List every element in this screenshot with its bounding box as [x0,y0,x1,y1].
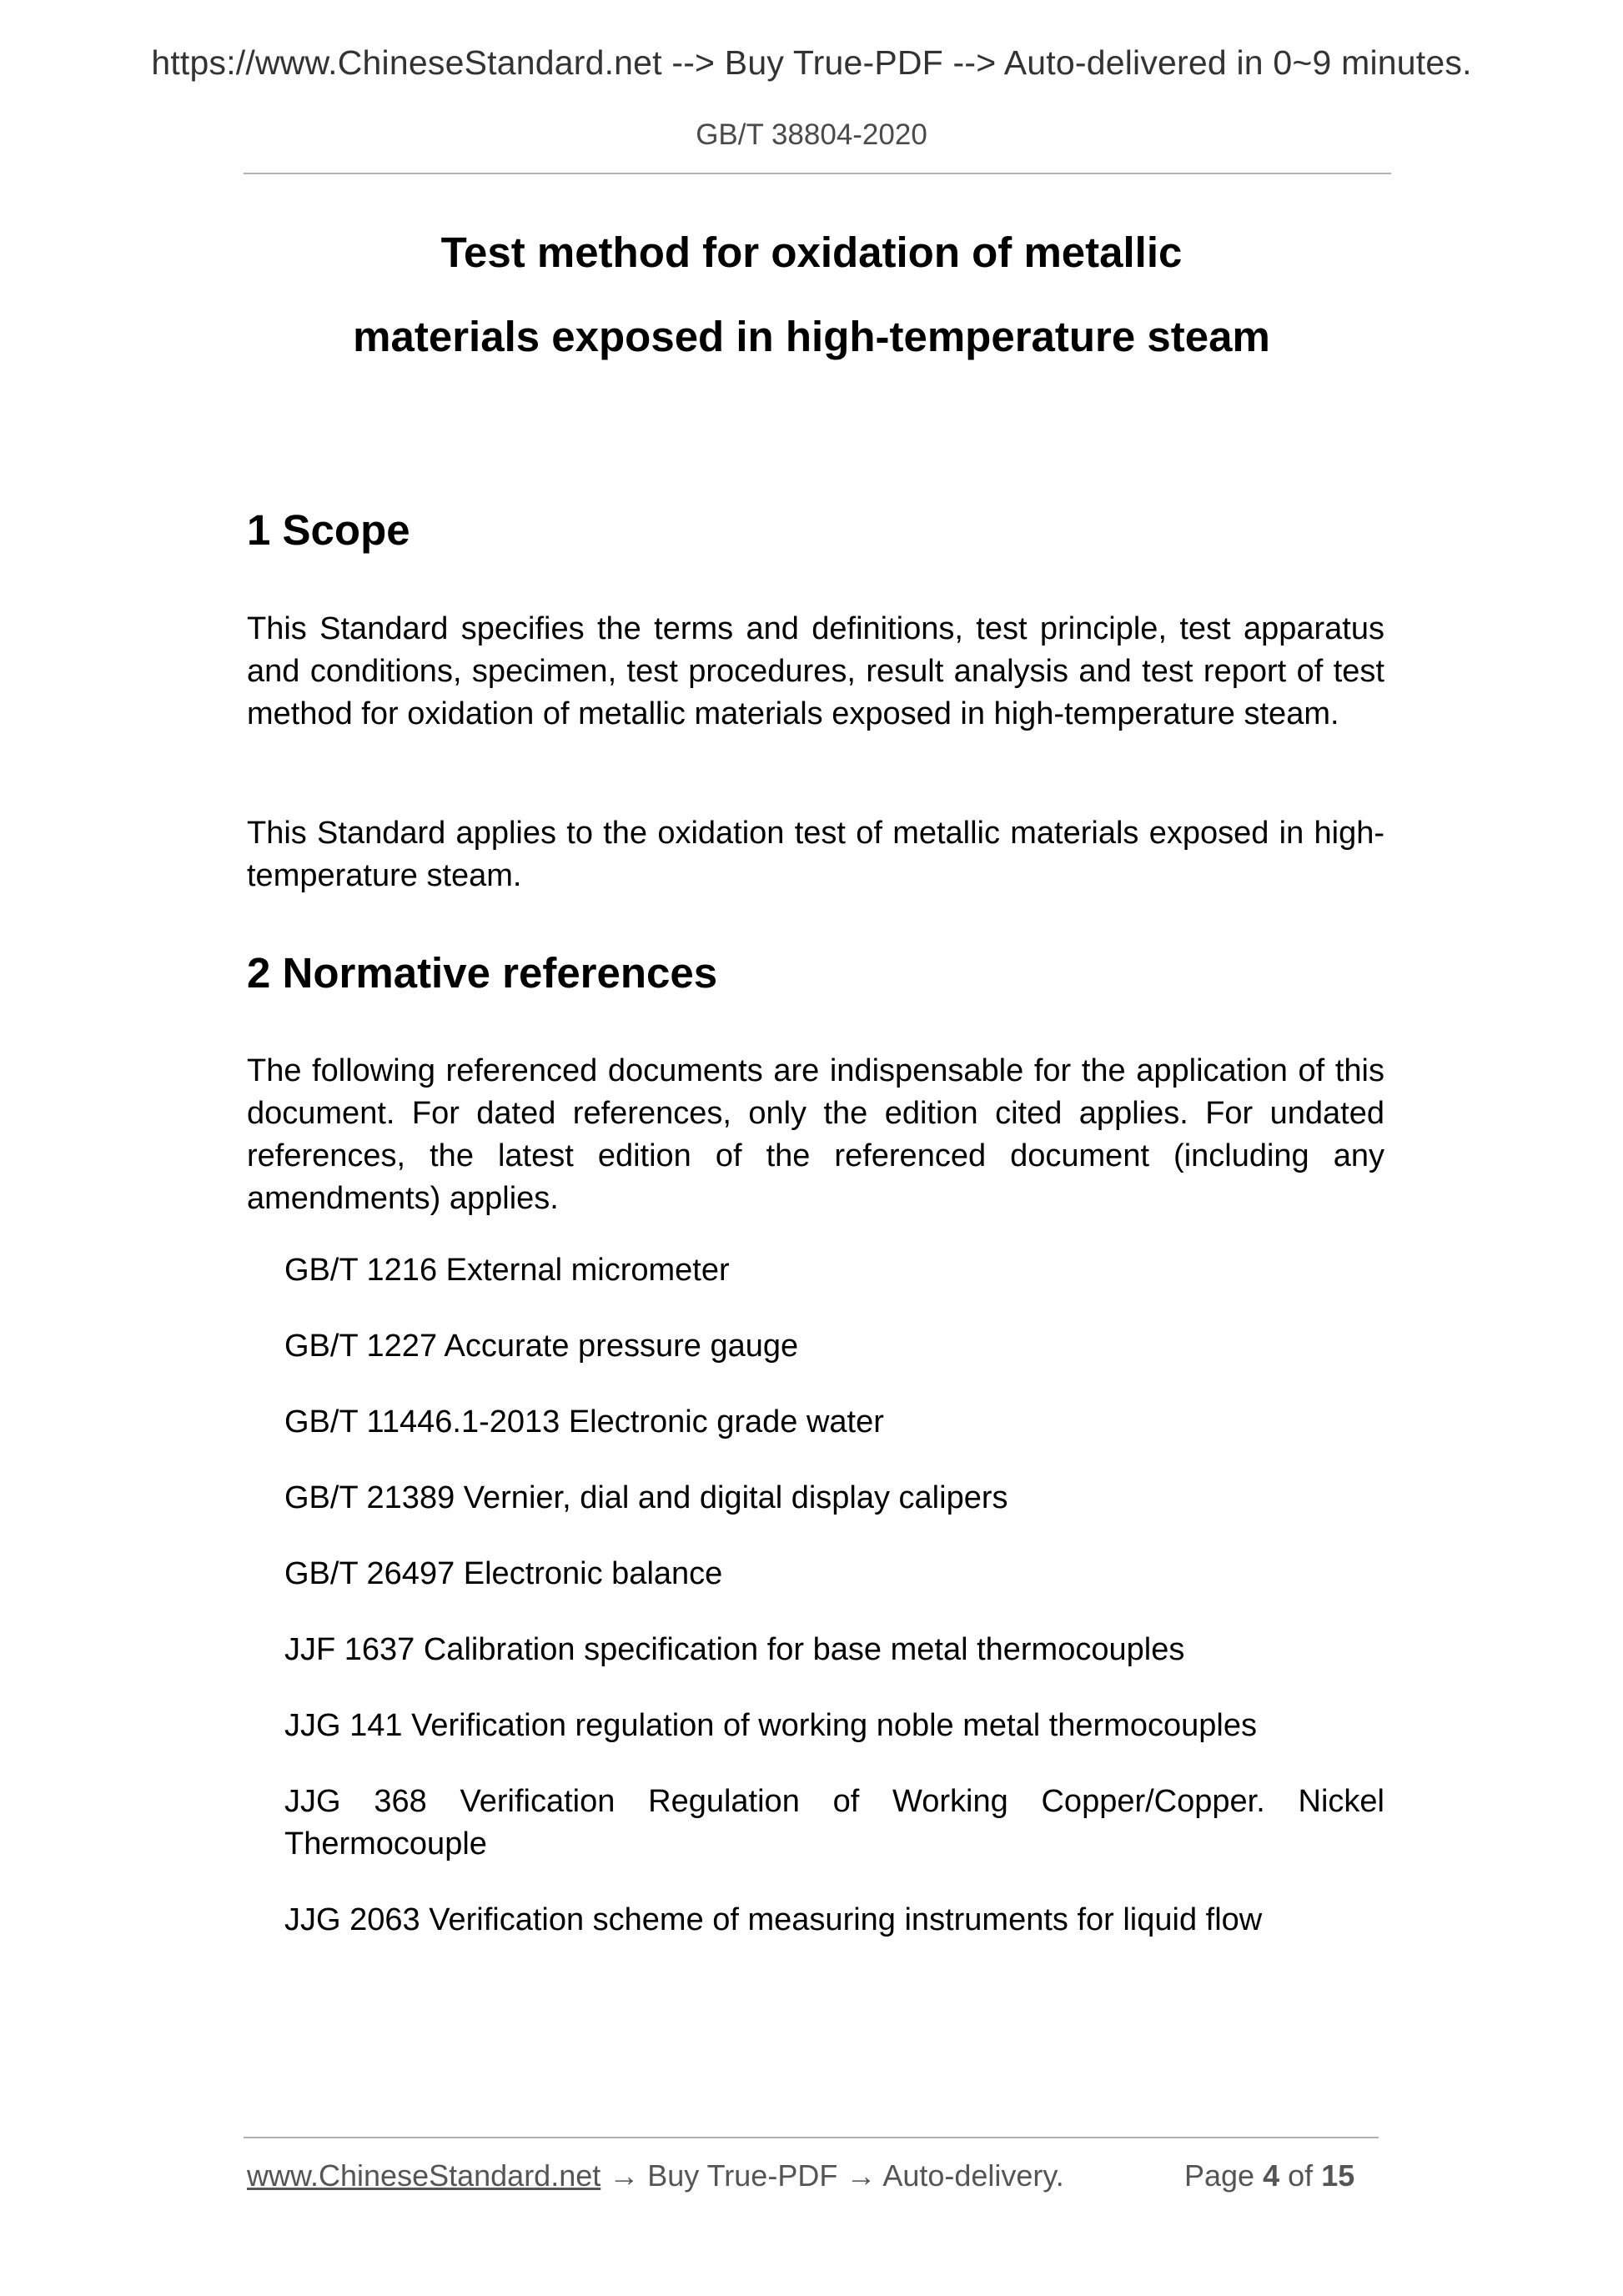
reference-item: GB/T 1216 External micrometer [284,1253,730,1288]
document-title-line-2: materials exposed in high-temperature steam [353,313,1270,360]
reference-item: JJF 1637 Calibration specification for base metal thermocouples [284,1632,1185,1667]
scope-paragraph-1: This Standard specifies the terms and definitions, test principle, test apparatus and conditions, specimen, test procedures, result analysis and test report of test method for oxidation of metallic materials exposed in high-temperature steam. [247,611,1384,731]
scope-paragraph-2: This Standard applies to the oxidation test of metallic materials exposed in high-temperature steam. [247,816,1384,893]
footer-tagline: → Buy True-PDF → Auto-delivery. [600,2158,1064,2193]
page-word: Page [1184,2158,1255,2193]
reference-item: GB/T 11446.1-2013 Electronic grade water [284,1404,884,1439]
document-title-line-1: Test method for oxidation of metallic [440,229,1183,276]
section-heading-scope: 1 Scope [247,506,410,554]
document-code: GB/T 38804-2020 [696,118,927,151]
reference-item: GB/T 1227 Accurate pressure gauge [284,1329,799,1364]
reference-item: JJG 141 Verification regulation of working noble metal thermocouples [284,1708,1257,1743]
normative-references-paragraph: The following referenced documents are indispensable for the application of this document. For dated references, only the edition cited applies. For undated references, the latest edition of the referenced document (including any amendments) applies. [247,1053,1384,1216]
top-banner: https://www.ChineseStandard.net --> Buy True-PDF --> Auto-delivered in 0~9 minutes. [151,43,1472,82]
page-total: 15 [1321,2158,1355,2193]
footer-site-link[interactable]: www.ChineseStandard.net [247,2158,601,2193]
reference-list [284,1249,1384,1975]
reference-item: JJG 368 Verification Regulation of Working Copper/Copper. Nickel Thermocouple [284,1784,1384,1861]
of-word: of [1288,2158,1314,2193]
reference-item: GB/T 26497 Electronic balance [284,1556,723,1591]
reference-item: GB/T 21389 Vernier, dial and digital display calipers [284,1480,1008,1515]
reference-item: JJG 2063 Verification scheme of measuring instruments for liquid flow [284,1902,1263,1937]
page-current: 4 [1263,2158,1280,2193]
section-heading-normative-references: 2 Normative references [247,949,718,997]
page-number [1184,2158,1354,2193]
header-divider [244,173,1391,174]
footer-divider [244,2137,1379,2138]
footer-left [247,2158,1064,2193]
